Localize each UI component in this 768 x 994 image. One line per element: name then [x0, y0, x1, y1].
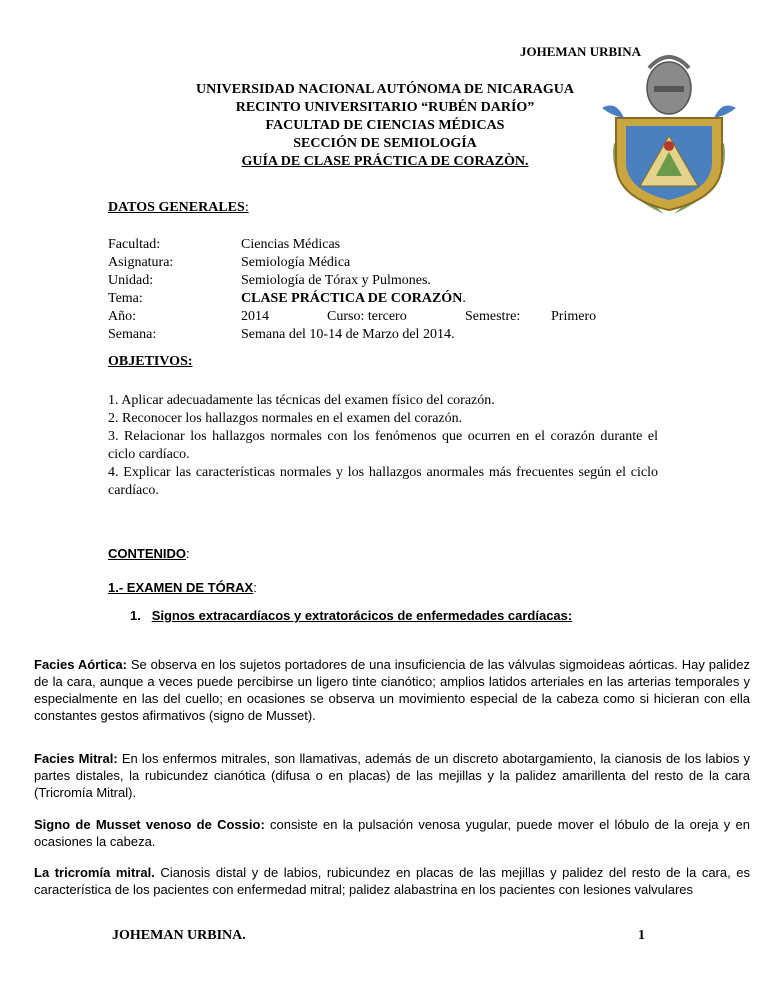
semester-value: Primero	[551, 309, 597, 324]
objective-item: 3. Relacionar los hallazgos normales con los fenómenos que ocurren en el corazón durante el ciclo cardíaco.	[108, 429, 658, 462]
objectives-list	[108, 392, 658, 500]
paragraph-text: Se observa en los sujetos portadores de una insuficiencia de las válvulas sigmoideas aórticas. Hay palidez de la cara, aunque a veces puede percibirse un ligero tinte cianótico; amplios latidos arteriales en las arterias temporales y especialmente en las del cuello; en ocasiones se observa un movimiento especial de la cabeza como si hicieran con ella constantes gestos afirmativos (signo de Musset).	[34, 657, 750, 723]
row-label: Facultad:	[108, 237, 161, 252]
subsection-text: Signos extracardíacos y extratorácicos de enfermedades cardíacas:	[151, 608, 573, 623]
exam-title-text: 1.- EXAMEN DE TÓRAX	[108, 580, 254, 595]
row-value: Semiología de Tórax y Pulmones.	[241, 273, 431, 288]
row-value: 2014	[241, 309, 269, 324]
content-title-colon: :	[186, 546, 190, 561]
row-label: Tema:	[108, 291, 143, 306]
paragraph-term: Facies Mitral:	[34, 751, 118, 766]
exam-title-colon: :	[253, 580, 257, 595]
row-value	[241, 290, 466, 308]
row-label: Año:	[108, 309, 136, 324]
paragraph-facies-mitral	[34, 750, 750, 801]
row-label: Semana:	[108, 327, 157, 342]
header-author: JOHEMAN URBINA	[520, 44, 641, 59]
subsection-number: 1.	[130, 608, 141, 623]
content-title-text: CONTENIDO	[108, 546, 186, 561]
section-name: SECCIÓN DE SEMIOLOGÍA	[293, 136, 477, 151]
row-label: Unidad:	[108, 273, 154, 288]
paragraph-facies-aortica	[34, 656, 750, 724]
paragraph-tricromia	[34, 864, 750, 898]
row-value: Semiología Médica	[241, 255, 351, 270]
objectives-title: OBJETIVOS:	[108, 354, 193, 369]
objective-item: 4. Explicar las características normales y los hallazgos anormales más frecuentes según el ciclo cardíaco.	[108, 465, 658, 498]
exam-title	[108, 580, 257, 595]
row-value: Semana del 10-14 de Marzo del 2014.	[241, 327, 455, 342]
page-number: 1	[638, 928, 645, 943]
faculty-name: FACULTAD DE CIENCIAS MÉDICAS	[265, 118, 505, 133]
subsection-title	[130, 608, 572, 623]
university-seal-icon	[594, 48, 744, 218]
general-data-title	[108, 200, 249, 216]
row-value: Ciencias Médicas	[241, 237, 341, 252]
objective-item: 2. Reconocer los hallazgos normales en el examen del corazón.	[108, 411, 463, 426]
document-titles	[130, 81, 640, 171]
footer-author: JOHEMAN URBINA.	[112, 928, 246, 943]
guide-title: GUÍA DE CLASE PRÁCTICA DE CORAZÒN.	[241, 154, 529, 169]
paragraph-term: La tricromía mitral.	[34, 865, 155, 880]
semester-label: Semestre:	[465, 309, 521, 324]
paragraph-term: Facies Aórtica:	[34, 657, 127, 672]
paragraph-musset	[34, 816, 750, 850]
row-label: Asignatura:	[108, 255, 174, 270]
course-value: Curso: tercero	[327, 309, 407, 324]
general-data-title-colon: :	[244, 200, 249, 215]
topic-period: .	[462, 291, 466, 306]
campus-name: RECINTO UNIVERSITARIO “RUBÉN DARÍO”	[235, 100, 535, 115]
paragraph-text: Cianosis distal y de labios, rubicundez en placas de las mejillas y palidez del resto de la cara, es característica de los pacientes con enfermedad mitral; palidez alabastrina en los pacientes con lesiones valvulares	[34, 865, 750, 897]
content-title	[108, 546, 190, 561]
paragraph-text: consiste en la pulsación venosa yugular, puede mover el lóbulo de la oreja y en ocasiones la cabeza.	[34, 817, 750, 849]
paragraph-term: Signo de Musset venoso de Cossio:	[34, 817, 265, 832]
general-data-title-text: DATOS GENERALES	[108, 200, 245, 215]
university-name: UNIVERSIDAD NACIONAL AUTÓNOMA DE NICARAGUA	[195, 82, 575, 97]
general-row-year	[108, 308, 668, 326]
objective-item: 1. Aplicar adecuadamente las técnicas del examen físico del corazón.	[108, 393, 495, 408]
topic-value: CLASE PRÁCTICA DE CORAZÓN	[241, 291, 463, 306]
paragraph-text: En los enfermos mitrales, son llamativas, además de un discreto abotargamiento, la cianosis de los labios y partes distales, la rubicundez cianótica (difusa o en placas) de las mejillas y la palidez amarillenta del resto de la cara (Tricromía Mitral).	[34, 751, 750, 800]
